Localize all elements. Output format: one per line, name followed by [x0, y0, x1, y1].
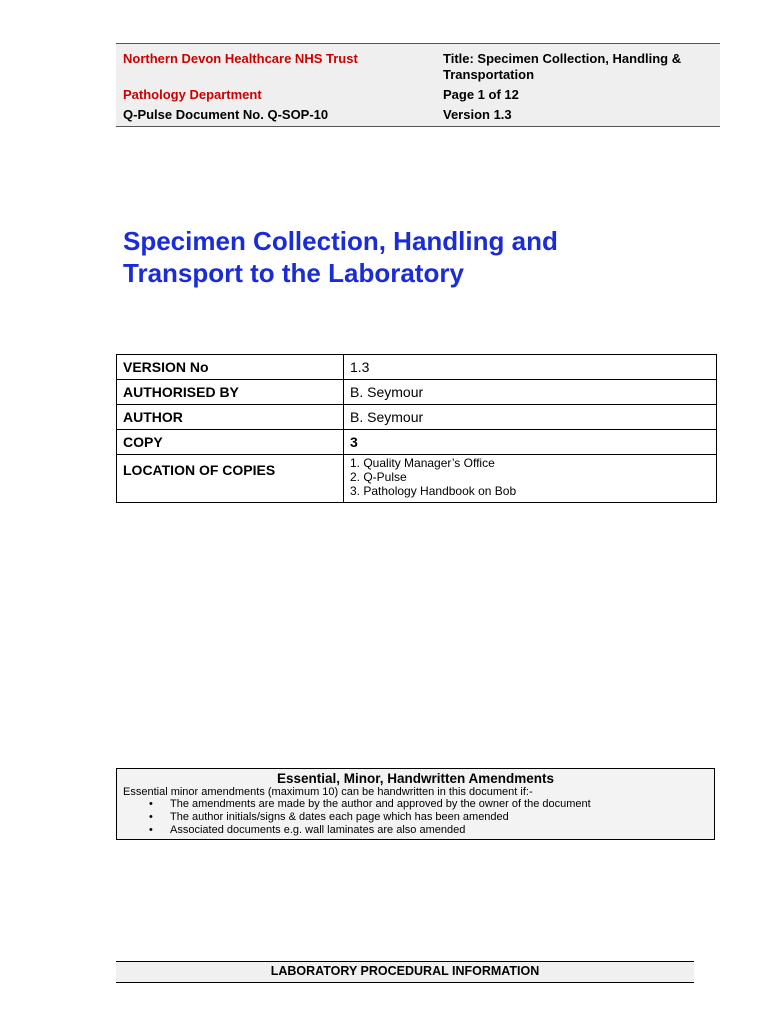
table-row — [117, 455, 717, 503]
amendments-intro: Essential minor amendments (maximum 10) can be handwritten in this document if:- — [123, 786, 533, 798]
list-item-text: The amendments are made by the author and approved by the owner of the document — [170, 798, 591, 810]
info-value: 3 — [344, 430, 717, 455]
info-label: COPY — [117, 430, 344, 455]
document-info-table — [116, 354, 717, 503]
bullet-icon: • — [149, 811, 153, 823]
table-row — [117, 405, 717, 430]
bullet-icon: • — [149, 798, 153, 810]
document-header — [116, 43, 720, 127]
copy-location: 2. Q-Pulse — [350, 470, 407, 484]
document-title: Specimen Collection, Handling and Transport to the Laboratory — [123, 226, 558, 288]
bullet-icon: • — [149, 824, 153, 836]
list-item — [117, 824, 714, 837]
copy-location: 3. Pathology Handbook on Bob — [350, 484, 517, 498]
list-item-text: The author initials/signs & dates each page which has been amended — [170, 811, 509, 823]
header-doc-number: Q-Pulse Document No. Q-SOP-10 — [123, 107, 329, 122]
header-page: Page 1 of 12 — [443, 87, 519, 102]
info-value: B. Seymour — [344, 405, 717, 430]
list-item — [117, 798, 714, 811]
header-title: Title: Specimen Collection, Handling & Transportation — [443, 51, 682, 82]
list-item — [117, 811, 714, 824]
table-row — [117, 430, 717, 455]
list-item-text: Associated documents e.g. wall laminates are also amended — [170, 824, 466, 836]
info-value: 1.3 — [344, 355, 717, 380]
amendments-box — [116, 768, 715, 840]
table-row — [117, 380, 717, 405]
amendments-heading: Essential, Minor, Handwritten Amendments — [276, 771, 555, 786]
info-label: VERSION No — [117, 355, 344, 380]
info-label: LOCATION OF COPIES — [117, 455, 344, 503]
copies-list — [344, 455, 717, 503]
copy-location: 1. Quality Manager’s Office — [350, 456, 495, 470]
header-org: Northern Devon Healthcare NHS Trust — [123, 51, 358, 66]
amendments-list — [117, 798, 714, 837]
header-version: Version 1.3 — [443, 107, 512, 122]
header-dept: Pathology Department — [123, 87, 262, 102]
info-label: AUTHORISED BY — [117, 380, 344, 405]
info-value: B. Seymour — [344, 380, 717, 405]
table-row — [117, 355, 717, 380]
footer-label: LABORATORY PROCEDURAL INFORMATION — [116, 961, 694, 983]
info-label: AUTHOR — [117, 405, 344, 430]
